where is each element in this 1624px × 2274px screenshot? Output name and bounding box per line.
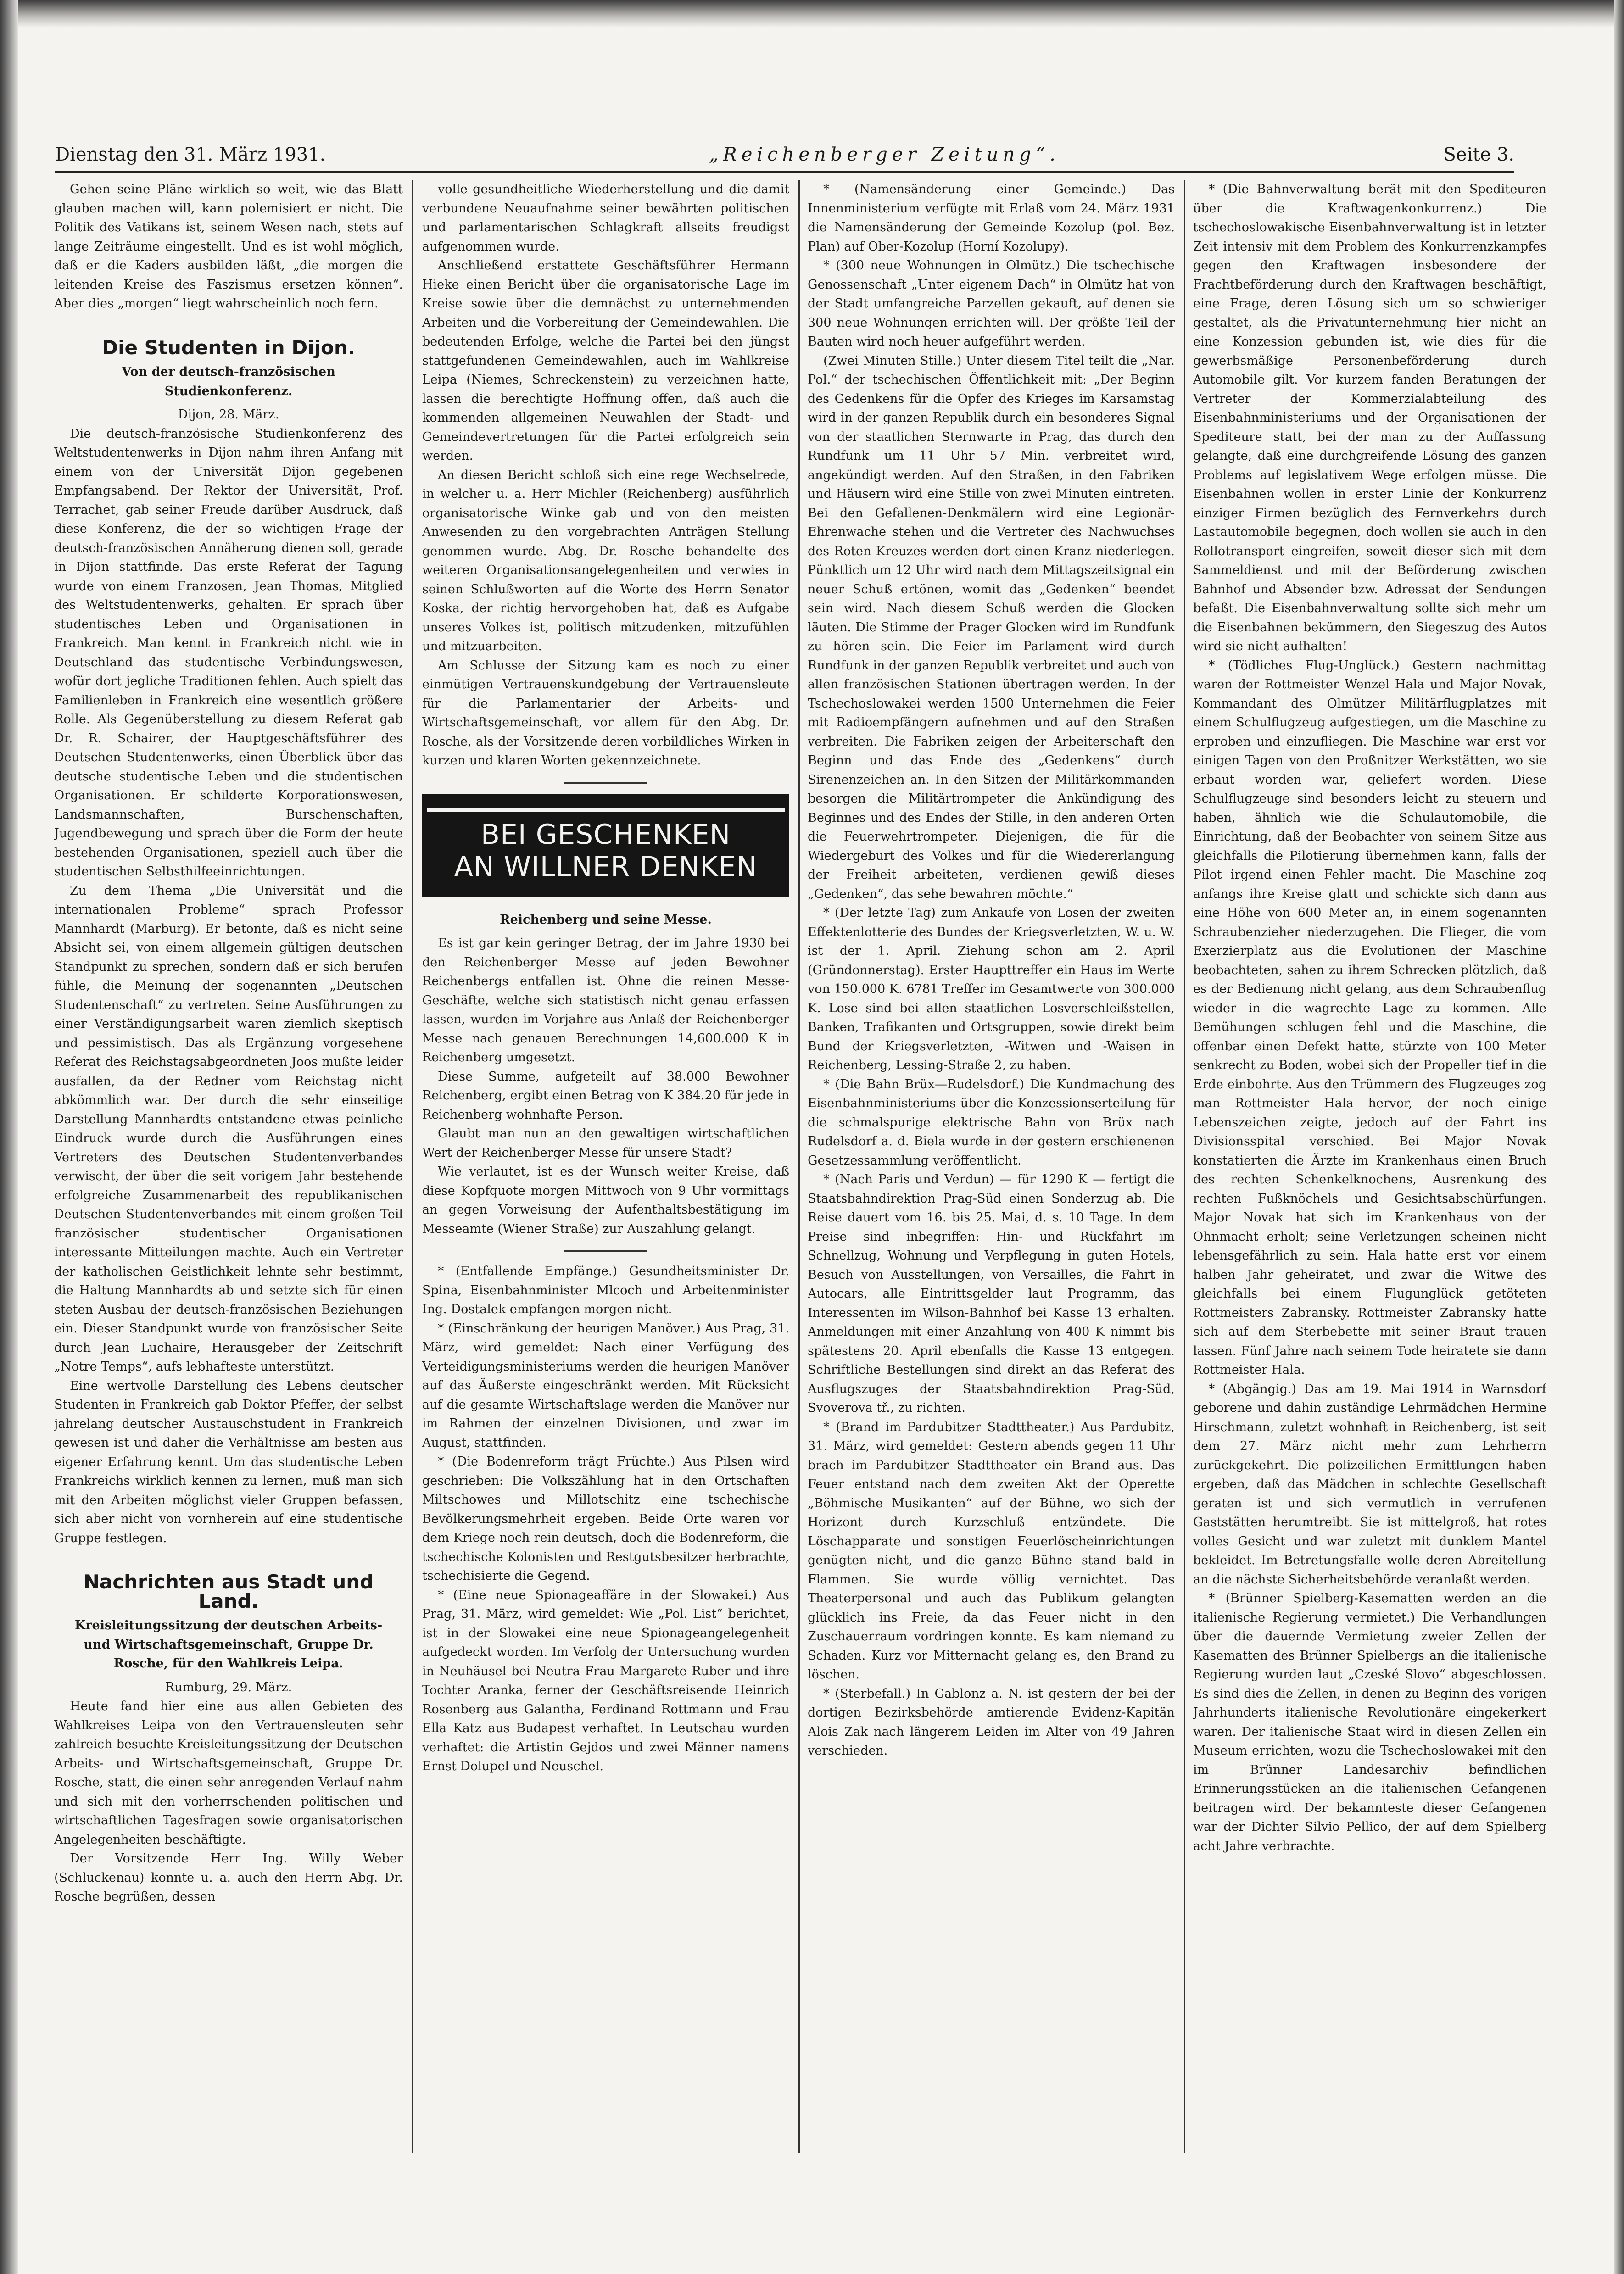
ad-line-1: BEI GESCHENKEN — [480, 818, 731, 851]
article-paragraph: Gehen seine Pläne wirklich so weit, wie das Blatt glauben machen will, kann polemisiert er nicht. Die Politik des Vatikans ist, seinem Wesen nach, stets auf lange Zeiträume eingestellt. Und es ist wohl möglich, daß er die Kaders ausbilden läßt, „die morgen die leitenden Kreise des Faszismus ersetzen können“. Aber dies „morgen“ liegt wahrscheinlich noch fern. — [54, 182, 403, 311]
news-item: * (Die Bodenreform trägt Früchte.) Aus Pilsen wird geschrieben: Die Volkszählung hat in den Ortschaften Miltschowes und Millotschitz eine tschechische Bevölkerungsmehrheit ergeben. Beide Orte waren vor dem Kriege noch rein deutsch, doch die Bodenreform, die tschechische Kolonisten und Restgutsbesitzer herbrachte, tschechisierte die Gegend. — [422, 1455, 789, 1583]
article-paragraph: Es ist gar kein geringer Betrag, der im Jahre 1930 bei den Reichenberger Messe auf jeden Bewohner Reichenbergs entfallen ist. Ohne die reinen Messe-Geschäfte, welche sich statistisch nicht genau erfassen lassen, wurden im Vorjahre aus Anlaß der Reichenberger Messe nach genauen Berechnungen 14,600.000 K in Reichenberg umgesetzt. — [422, 936, 789, 1065]
column-rule-2 — [798, 180, 800, 2153]
news-item: (Zwei Minuten Stille.) Unter diesem Titel teilt die „Nar. Pol.“ der tschechischen Öffentlichkeit mit: „Der Beginn des Gedenkens für die Opfer des Krieges im Karsamstag wird in der ganzen Republik durch ein besonderes Signal von der staatlichen Sternwarte in Prag, das durch den Rundfunk um 11 Uhr 57 Min. verbreitet wird, angekündigt werden. Auf den Straßen, in den Fabriken und Häusern wird eine Stille von zwei Minuten eintreten. Bei den Gefallenen-Denkmälern wird eine Legionär-Ehrenwache stehen und die Vertreter des Nachwuchses des Roten Kreuzes werden dort einen Kranz niederlegen. Pünktlich um 12 Uhr wird nach dem Mittagszeitsignal ein neuer Schuß ertönen, womit das „Gedenken“ beendet sein wird. Nach diesem Schuß werden die Glocken läuten. Die Stimme der Prager Glocken wird im Rundfunk zu hören sein. Die Feier im Parlament wird durch Rundfunk in der ganzen Republik verbreitet und auch von allen französischen Stationen übertragen werden. In der Tschechoslowakei werden 1500 Unternehmen die Feier mit Radioempfängern aufnehmen und auf den Straßen verbreiten. Die Fabriken zeigen der Arbeiterschaft den Beginn und das Ende des „Gedenkens“ durch Sirenenzeichen an. In den Sitzen der Militärkommanden besorgen die Militärtrompeter die Ankündigung des Beginnes und des Endes der Stille, in den anderen Orten die Feuerwehrtrompeter. Diejenigen, die für die Wiedergeburt des Volkes und für die Wiedererlangung der Freiheit arbeiteten, verdienen gewiß dieses „Gedenken“, das sehe bewahren möchte.“ — [808, 353, 1175, 901]
article-paragraph: Glaubt man nun an den gewaltigen wirtschaftlichen Wert der Reichenberger Messe für unsere Stadt? — [422, 1126, 789, 1160]
news-item: * (Sterbefall.) In Gablonz a. N. ist gestern der bei der dortigen Bezirksbehörde amtierende Evidenz-Kapitän Alois Zak nach längerem Leiden im Alter von 49 Jahren verschieden. — [808, 1686, 1175, 1758]
article-paragraph: Anschließend erstattete Geschäftsführer Hermann Hieke einen Bericht über die organisatorische Lage im Kreise sowie über die demnächst zu unternehmenden Arbeiten und die Vorbereitung der Gemeindewahlen. Die bedeutenden Erfolge, welche die Partei bei den jüngst stattgefundenen Gemeindewahlen, auch im Wahlkreise Leipa (Niemes, Schreckenstein) zu verzeichnen hatte, lassen die berechtigte Hoffnung offen, daß auch die kommenden allgemeinen Neuwahlen der Stadt- und Gemeindevertretungen für die Partei erfolgreich sein werden. — [422, 258, 789, 463]
news-item: * (Eine neue Spionageaffäre in der Slowakei.) Aus Prag, 31. März, wird gemeldet: Wie „Pol. List“ berichtet, ist in der Slowakei eine neue Spionageangelegenheit aufgedeckt worden. Im Verfolg der Untersuchung wurden in Neuhäusel bei Neutra Frau Margarete Ruber und ihre Tochter Aranka, ferner der Geschäftsreisende Heinrich Rosenberg aus Galantha, Ferdinand Rottmann und Frau Ella Katz aus Budapest verhaftet. In Leutschau wurden verhaftet: die Artistin Gejdos und zwei Männer namens Ernst Dolupel und Neuschel. — [422, 1588, 789, 1773]
header-page-number: Seite 3. — [1443, 144, 1514, 165]
news-item: * (Nach Paris und Verdun) — für 1290 K — fertigt die Staatsbahndirektion Prag-Süd einen Sonderzug ab. Die Reise dauert vom 16. bis 25. Mai, d. s. 10 Tage. In dem Preise sind inbegriffen: Hin- und Rückfahrt im Schnellzug, Wohnung und Verpflegung in guten Hotels, Besuch von Ausstellungen, von Versailles, die Fahrt in Autocars, alle Eintrittsgelder laut Programm, das Interessenten im Wilson-Bahnhof bei Kasse 13 erhalten. Anmeldungen mit einer Anzahlung von 400 K nimmt bis spätestens 20. April ebenfalls die Kasse 13 entgegen. Schriftliche Bestellungen sind direkt an das Referat des Ausflugszuges der Staatsbahndirektion Prag-Süd, Svoverova tř., zu richten. — [808, 1172, 1175, 1415]
article-heading: Die Studenten in Dijon. — [102, 336, 355, 359]
article-paragraph: Zu dem Thema „Die Universität und die internationalen Probleme“ sprach Professor Mannhardt (Marburg). Er betonte, daß es nicht seine Absicht sei, von einem allgemein gültigen deutschen Standpunkt zu sprechen, sondern daß er sich berufen fühle, die Meinung der sogenannten „Deutschen Studentenschaft“ zu vertreten. Seine Ausführungen zu einer Verständigungsarbeit waren ziemlich skeptisch und pessimistisch. Das als Ergänzung vorgesehene Referat des Reichstagsabgeordneten Joos mußte leider ausfallen, da der Redner vom Reichstag nicht abkömmlich war. Der durch die sehr einseitige Darstellung Mannhardts entstandene etwas peinliche Eindruck wurde durch die Ausführungen eines Vertreters des Deutschen Studentenverbandes verwischt, der über die seit vorigem Jahr bestehende erfolgreiche Zusammenarbeit des republikanischen Deutschen Studentenverbandes mit einem großen Teil französischer studentischer Organisationen interessante Mitteilungen machte. Auch ein Vertreter der katholischen Geistlichkeit lehnte sehr bestimmt, die Haltung Mannhardts ab und setzte sich für einen steten Ausbau der deutsch-französischen Beziehungen ein. Dieser Standpunkt wurde von französischer Seite durch Jean Luchaire, Herausgeber der Zeitschrift „Notre Temps“, aufs lebhafteste unterstützt. — [54, 883, 403, 1374]
advertisement-willner — [422, 794, 789, 897]
header-rule — [55, 171, 1514, 173]
news-item: * (Namensänderung einer Gemeinde.) Das Innenministerium verfügte mit Erlaß vom 24. März 1931 die Namensänderung der Gemeinde Kozolup (pol. Bez. Plan) auf Ober-Kozolup (Horní Kozolupy). — [808, 182, 1175, 254]
article-subheading: Von der deutsch-französischen Studienkonferenz. — [122, 365, 335, 398]
article-paragraph: Der Vorsitzende Herr Ing. Willy Weber (Schluckenau) konnte u. a. auch den Herrn Abg. Dr. Rosche begrüßen, dessen — [54, 1851, 403, 1904]
ad-bar — [427, 808, 785, 812]
article-paragraph: Die deutsch-französische Studienkonferenz des Weltstudentenwerks in Dijon nahm ihren Anfang mit einem von der Universität Dijon gegebenen Empfangsabend. Der Rektor der Universität, Prof. Terrachet, gab seiner Freude darüber Ausdruck, daß diese Konferenz, die der so wichtigen Frage der deutsch-französischen Annäherung dienen soll, gerade in Dijon stattfinde. Das erste Referat der Tagung wurde von einem Franzosen, Jean Thomas, Mitglied des Weltstudentenwerks, gehalten. Er sprach über studentisches Leben und Organisationen in Frankreich. Man kennt in Frankreich nicht wie in Deutschland das studentische Verbindungswesen, wofür dort jegliche Traditionen fehlen. Auch spielt das Familienleben in Frankreich eine wesentlich größere Rolle. Als Gegenüberstellung zu diesem Referat gab Dr. R. Schairer, der Hauptgeschäftsführer des Deutschen Studentenwerks, einen Überblick über das deutsche studentische Leben und die studentischen Organisationen. Er schilderte Korporationswesen, Landsmannschaften, Burschenschaften, Jugendbewegung und sprach über die Form der heute bestehenden Organisationen, speziell auch über die studentischen Selbsthilfeeinrichtungen. — [54, 426, 403, 879]
column-1 — [54, 180, 403, 2208]
article-paragraph: Eine wertvolle Darstellung des Lebens deutscher Studenten in Frankreich gab Doktor Pfeffer, der selbst jahrelang deutscher Austauschstudent in Frankreich gewesen ist und daher die Verhältnisse am besten aus eigener Erfahrung kennt. Um das studentische Leben Frankreichs wirklich kennen zu lernen, muß man sich mit den Arbeiten möglichst vieler Gruppen befassen, sich aber nicht von vornherein auf eine studentische Gruppe festlegen. — [54, 1378, 403, 1545]
article-paragraph: Heute fand hier eine aus allen Gebieten des Wahlkreises Leipa von den Vertrauensleuten sehr zahlreich besuchte Kreisleitungssitzung der Deutschen Arbeits- und Wirtschaftsgemeinschaft, Gruppe Dr. Rosche, statt, die einen sehr anregenden Verlauf nahm und sich mit den vorherrschenden politischen und wirtschaftlichen Tagesfragen sowie organisatorischen Angelegenheiten beschäftigte. — [54, 1699, 403, 1847]
scan-edge-right — [1614, 0, 1624, 2274]
news-item: * (Die Bahn Brüx—Rudelsdorf.) Die Kundmachung des Eisenbahnministeriums über die Konzessionserteilung für die schmalspurige elektrische Bahn von Brüx nach Rudelsdorf a. d. Biela wurde in der gestern erschienenen Gesetzessammlung veröffentlicht. — [808, 1077, 1175, 1168]
page-header — [55, 138, 1514, 165]
news-item: * (Brand im Pardubitzer Stadttheater.) Aus Pardubitz, 31. März, wird gemeldet: Gestern abends gegen 11 Uhr brach im Pardubitzer Stadttheater ein Brand aus. Das Feuer entstand nach dem zweiten Akt der Operette „Böhmische Musikanten“ auf der Bühne, wo sich der Horizont durch Kurzschluß entzündete. Die Löschapparate und sonstigen Feuerlöscheinrichtungen genügten nicht, und die ganze Bühne stand bald in Flammen. Sie wurde völlig vernichtet. Das Theaterpersonal und auch das Publikum gelangten glücklich ins Freie, da das Feuer nicht in den Zuschauerraum vordringen konnte. Es kam niemand zu Schaden. Kurz vor Mitternacht gelang es, den Brand zu löschen. — [808, 1420, 1175, 1682]
header-date: Dienstag den 31. März 1931. — [55, 144, 326, 165]
news-item: * (300 neue Wohnungen in Olmütz.) Die tschechische Genossenschaft „Unter eigenem Dach“ in Olmütz hat von der Stadt umfangreiche Parzellen gekauft, auf denen sie 300 neue Wohnungen errichten will. Der größte Teil der Bauten wird noch heuer aufgeführt werden. — [808, 258, 1175, 349]
article-dateline: Dijon, 28. März. — [178, 407, 279, 422]
column-rule-1 — [412, 180, 413, 2153]
article-paragraph: Diese Summe, aufgeteilt auf 38.000 Bewohner Reichenberg, ergibt einen Betrag von K 384.20 für jede in Reichenberg wohnhafte Person. — [422, 1069, 789, 1122]
article-subheading: Kreisleitungssitzung der deutschen Arbeits- und Wirtschaftsgemeinschaft, Gruppe Dr. Rosche, für den Wahlkreis Leipa. — [74, 1618, 383, 1671]
column-3 — [808, 180, 1175, 2208]
header-newspaper-title: „Reichenberger Zeitung“. — [709, 144, 1060, 165]
article-paragraph: Am Schlusse der Sitzung kam es noch zu einer einmütigen Vertrauenskundgebung der Vertrauensleute für die Parlamentarier der Arbeits- und Wirtschaftsgemeinschaft, vor allem für den Abg. Dr. Rosche, als der Vorsitzende deren vorbildliches Wirken in kurzen und klaren Worten gekennzeichnete. — [422, 658, 789, 768]
article-paragraph: volle gesundheitliche Wiederherstellung und die damit verbundene Neuaufnahme seiner bewährten politischen und parlamentarischen Schlagkraft allseits freudigst aufgenommen wurde. — [422, 182, 789, 254]
news-item: * (Abgängig.) Das am 19. Mai 1914 in Warnsdorf geborene und dahin zuständige Lehrmädchen Hermine Hirschmann, zuletzt wohnhaft in Reichenberg, ist seit dem 27. März nicht mehr zum Lehrherrn zurückgekehrt. Die polizeilichen Ermittlungen haben ergeben, daß das Mädchen in schlechte Gesellschaft geraten ist und sich vermutlich in verrufenen Gaststätten herumtreibt. Sie ist mittelgroß, hat rotes volles Gesicht und war zuletzt mit dunklem Mantel bekleidet. Im Betretungsfalle wolle deren Abreitellung an die nächste Sicherheitsbehörde veranlaßt werden. — [1193, 1382, 1546, 1587]
divider — [564, 1250, 647, 1252]
news-item: * (Einschränkung der heurigen Manöver.) Aus Prag, 31. März, wird gemeldet: Nach einer Verfügung des Verteidigungsministeriums werden die heurigen Manöver auf das Äußerste eingeschränkt werden. Mit Rücksicht auf die gesamte Wirtschaftslage werden die Manöver nur im Rahmen der einzelnen Divisionen, und zwar im August, stattfinden. — [422, 1321, 789, 1450]
section-heading: Nachrichten aus Stadt und Land. — [83, 1571, 374, 1612]
scan-edge-left — [0, 0, 18, 2274]
article-paragraph: Wie verlautet, ist es der Wunsch weiter Kreise, daß diese Kopfquote morgen Mittwoch von 9 Uhr vormittags an gegen Vorweisung der Aufenthaltsbestätigung im Messeamte (Wiener Straße) zur Auszahlung gelangt. — [422, 1165, 789, 1236]
article-dateline: Rumburg, 29. März. — [165, 1680, 292, 1694]
article-subheading: Reichenberg und seine Messe. — [500, 912, 712, 927]
article-paragraph: An diesen Bericht schloß sich eine rege Wechselrede, in welcher u. a. Herr Michler (Reichenberg) ausführlich organisatorische Winke gab und von den meisten Anwesenden zu den vorgebrachten Anträgen Stellung genommen wurde. Abg. Dr. Rosche behandelte des weiteren Organisationsangelegenheiten und verwies in seinen Schlußworten auf die Worte des Herrn Senator Koska, der richtig hervorgehoben hat, daß es Aufgabe unseres Volkes ist, politisch mitzudenken, mitzufühlen und mitzuarbeiten. — [422, 468, 789, 653]
scan-edge-top — [0, 0, 1624, 28]
news-item: * (Brünner Spielberg-Kasematten werden an die italienische Regierung vermietet.) Die Verhandlungen über die dauernde Vermietung zweier Zellen der Kasematten des Brünner Spielbergs an die italienische Regierung wurden laut „Czeské Slovo“ abgeschlossen. Es sind dies die Zellen, in denen zu Beginn des vorigen Jahrhunderts italienische Revolutionäre eingekerkert waren. Der italienische Staat wird in diesen Zellen ein Museum errichten, wozu die Tschechoslowakei mit den im Brünner Landesarchiv befindlichen Erinnerungsstücken an die italienischen Gefangenen beitragen wird. Der bekannteste dieser Gefangenen war der Dichter Silvio Pellico, der auf dem Spielberg acht Jahre verbrachte. — [1193, 1591, 1546, 1853]
column-rule-3 — [1184, 180, 1185, 2153]
divider — [564, 782, 647, 784]
news-item: * (Entfallende Empfänge.) Gesundheitsminister Dr. Spina, Eisenbahnminister Mlcoch und Arbeitenminister Ing. Dostalek empfangen morgen nicht. — [422, 1264, 789, 1316]
column-4 — [1193, 180, 1546, 2208]
news-item: * (Der letzte Tag) zum Ankaufe von Losen der zweiten Effektenlotterie des Bundes der Kriegsverletzten, W. u. W. ist der 1. April. Ziehung schon am 2. April (Gründonnerstag). Erster Haupttreffer ein Haus im Werte von 150.000 K. 6781 Treffer im Gesamtwerte von 300.000 K. Lose sind bei allen staatlichen Losverschleißstellen, Banken, Trafikanten und Ortsgruppen, sowie direkt beim Bund der Kriegsverletzten, -Witwen und -Waisen in Reichenberg, Lessing-Straße 2, zu haben. — [808, 906, 1175, 1072]
news-item: * (Die Bahnverwaltung berät mit den Spediteuren über die Kraftwagenkonkurrenz.) Die tschechoslowakische Eisenbahnverwaltung ist in letzter Zeit intensiv mit dem Problem des Konkurrenzkampfes gegen den Kraftwagen insbesondere der Frachtbeförderung durch den Kraftwagen beschäftigt, eine Frage, deren Lösung sich um so schwieriger gestaltet, als die Privatunternehmung hier nicht an eine Konzession gebunden ist, wie dies für die gewerbsmäßige Personenbeförderung durch Automobile gilt. Vor kurzem fanden Beratungen der Vertreter der Kommerzialabteilung des Eisenbahnministeriums und der Organisationen der Spediteure statt, bei der man zu der Auffassung gelangte, daß eine durchgreifende Lösung des ganzen Problems auf legislativem Wege erfolgen müsse. Die Eisenbahnen wollen in erster Linie der Konkurrenz einziger Firmen bezüglich des Fernverkehrs durch Lastautomobile begegnen, doch wollen sie auch in den Rollotransport eingreifen, soweit dieser sich mit dem Sammeldienst und mit der Beförderung zwischen Bahnhof und Absender bzw. Adressat der Sendungen befaßt. Die Eisenbahnverwaltung sollte sich mehr um die Eisenbahnen bekümmern, den Siegeszug des Autos wird sie nicht aufhalten! — [1193, 182, 1546, 653]
column-2 — [422, 180, 789, 2208]
ad-line-2: AN WILLNER DENKEN — [454, 850, 758, 883]
news-item: * (Tödliches Flug-Unglück.) Gestern nachmittag waren der Rottmeister Wenzel Hala und Major Novak, Kommandant des Olmützer Militärflugplatzes mit einem Schulflugzeug aufgestiegen, um die Maschine zu erproben und einzufliegen. Die Maschine war erst vor einigen Tagen von den Proßnitzer Werkstätten, wo sie erbaut worden war, geliefert worden. Diese Schulflugzeuge sind besonders leicht zu steuern und haben, ähnlich wie die Schulautomobile, die Einrichtung, daß der Beobachter von seinem Sitze aus gleichfalls die Pilotierung übernehmen kann, falls der Pilot irgend einen Fehler macht. Die Maschine zog anfangs ihre Kreise glatt und schickte sich dann aus eine Höhe von 600 Meter an, in einem sogenannten Schraubenzieher niederzugehen. Die Flieger, die vom Exerzierplatz aus die Evolutionen der Maschine beobachteten, sahen zu ihrem Schrecken plötzlich, daß es der Bedienung nicht gelang, aus dem Schraubenflug wieder in die wagrechte Lage zu kommen. Alle Bemühungen schlugen fehl und die Maschine, die offenbar einen Defekt hatte, stürzte von 100 Meter senkrecht zu Boden, wobei sich der Propeller tief in die Erde einbohrte. Aus den Trümmern des Flugzeuges zog man Rottmeister Hala hervor, der noch einige Lebenszeichen zeigte, jedoch auf der Fahrt ins Divisionsspital verschied. Bei Major Novak konstatierten die Ärzte im Krankenhaus einen Bruch des rechten Schenkelknochens, Ausrenkung des rechten Fußknöchels und Gesichtsabschürfungen. Major Novak hat sich im Krankenhaus von der Ohnmacht erholt; seine Verletzungen scheinen nicht lebensgefährlich zu sein. Hala hatte erst vor einem halben Jahr geheiratet, und zwar die Witwe des gleichfalls bei einem Flugunglück getöteten Rottmeisters Zabransky. Rottmeister Zabransky hatte sich auf dem Sterbebette mit seiner Braut trauen lassen. Fünf Jahre nach seinem Tode heiratete sie dann Rottmeister Hala. — [1193, 658, 1546, 1377]
